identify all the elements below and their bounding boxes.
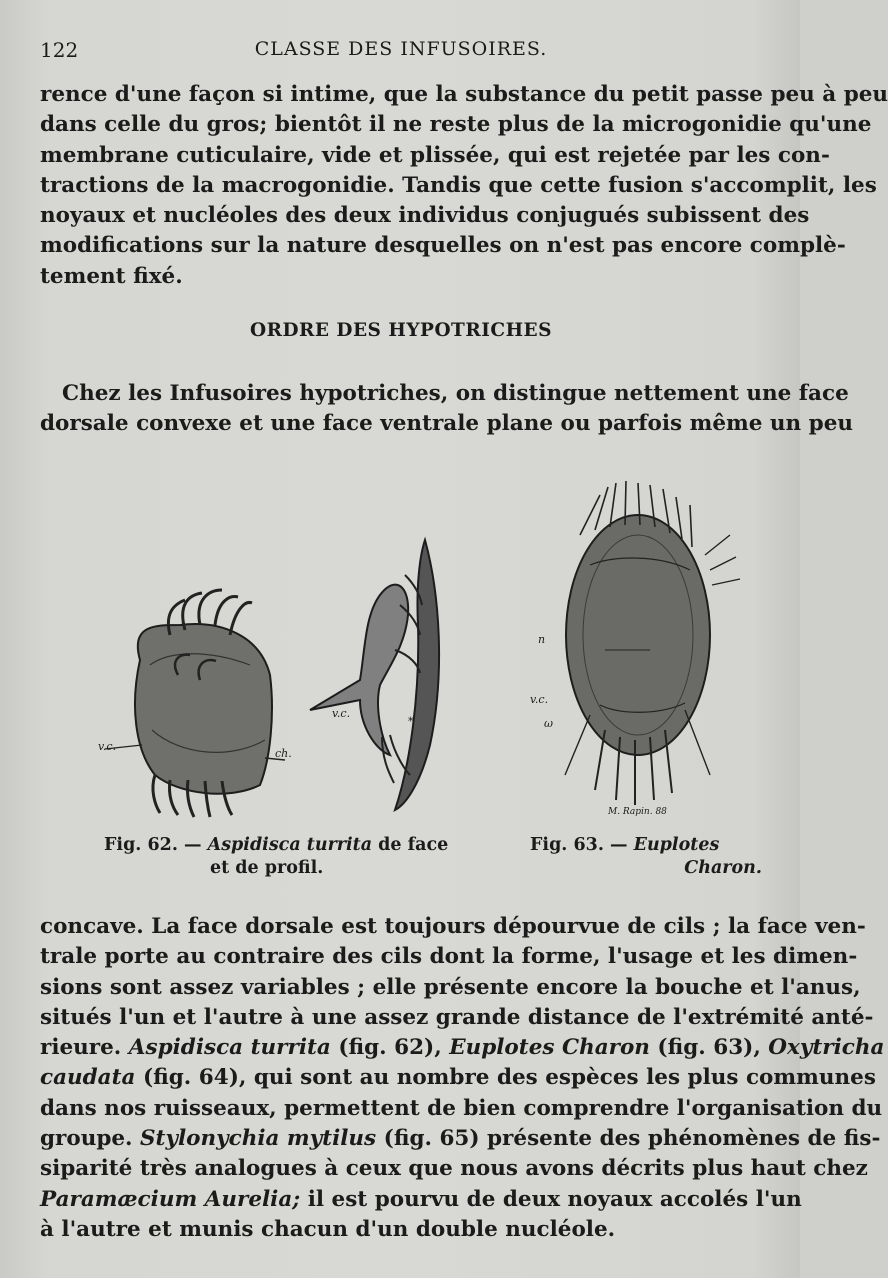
fig63-label-vc: v.c.: [530, 693, 549, 706]
text-fragment: (fig. 62),: [330, 1035, 450, 1061]
paragraph-hypotriches-intro: [40, 379, 854, 440]
text-line: dorsale convexe et une face ventrale plane ou parfois même un peu: [40, 411, 854, 437]
text-line: siparité très analogues à ceux que nous avons décrits plus haut chez: [40, 1156, 868, 1182]
text-line: concave. La face dorsale est toujours dépourvue de cils ; la face ven-: [40, 914, 866, 939]
paragraph-hypotriches-details: [40, 912, 885, 1245]
caption-fig63-number: Fig. 63. —: [530, 835, 634, 855]
text-line: dans celle du gros; bientôt il ne reste plus de la microgonidie qu'une: [40, 112, 872, 138]
engraving-svg: [60, 475, 760, 835]
text-line: membrane cuticulaire, vide et plissée, qui est rejetée par les con-: [40, 142, 830, 168]
caption-fig63: [530, 834, 770, 880]
text-line: noyaux et nucléoles des deux individus conjugués subissent des: [40, 203, 810, 229]
engraver-signature: M. Rapin. 88: [608, 807, 667, 817]
text-line: Chez les Infusoires hypotriches, on distingue nettement une face: [62, 381, 849, 406]
text-line: tement fixé.: [40, 263, 183, 289]
fig63-label-n: n: [538, 633, 546, 646]
caption-fig63-line2: Charon.: [684, 858, 762, 878]
text-line: [40, 1185, 802, 1215]
text-line: [40, 1033, 885, 1063]
fig62-label-star: *: [408, 715, 414, 728]
running-header: [40, 38, 762, 64]
section-heading: ORDRE DES HYPOTRICHES: [249, 320, 553, 341]
text-line: dans nos ruisseaux, permettent de bien comprendre l'organisation du: [40, 1095, 883, 1121]
species-name: caudata: [40, 1065, 136, 1091]
species-name: Stylonychia mytilus: [140, 1126, 377, 1152]
fig62-label-vc: v.c.: [98, 740, 117, 753]
page-number: 122: [40, 38, 79, 62]
fig62-label-vc-profile: v.c.: [332, 707, 351, 720]
text-line: rence d'une façon si intime, que la substance du petit passe peu à peu: [40, 82, 888, 107]
text-line: [40, 1124, 881, 1154]
text-fragment: il est pourvu de deux noyaux accolés l'un: [300, 1186, 802, 1212]
aspidisca-profile-drawing: [310, 540, 439, 810]
euplotes-drawing: [565, 481, 740, 805]
paragraph-conjugation: [40, 80, 888, 292]
running-title: CLASSE DES INFUSOIRES.: [254, 38, 548, 60]
caption-fig62-species: Aspidisca turrita: [207, 835, 373, 855]
fig62-label-ch: ch.: [275, 747, 292, 760]
text-fragment: (fig. 65) présente des phénomènes de fis-: [376, 1126, 881, 1152]
species-name: Euplotes Charon: [449, 1035, 650, 1061]
text-line: trale porte au contraire des cils dont la forme, l'usage et les dimen-: [40, 944, 858, 970]
fig63-label-omega: ω: [544, 717, 553, 730]
species-name: Paramæcium Aurelia;: [40, 1186, 301, 1212]
caption-fig62-line2: et de profil.: [210, 858, 324, 878]
caption-fig63-species: Euplotes: [633, 835, 720, 855]
species-name: Aspidisca turrita: [128, 1035, 331, 1061]
text-line: situés l'un et l'autre à une assez grande distance de l'extrémité anté-: [40, 1004, 874, 1030]
caption-fig62: [104, 834, 464, 880]
text-line: [40, 1063, 876, 1093]
text-line: tractions de la macrogonidie. Tandis que cette fusion s'accomplit, les: [40, 172, 877, 198]
text-fragment: rieure.: [40, 1035, 129, 1061]
caption-fig62-view: de face: [372, 835, 449, 855]
figure-illustrations: [60, 475, 760, 835]
text-line: à l'autre et munis chacun d'un double nucléole.: [40, 1216, 616, 1242]
text-fragment: (fig. 64), qui sont au nombre des espèces les plus communes: [135, 1065, 876, 1091]
caption-fig62-number: Fig. 62. —: [104, 835, 208, 855]
text-fragment: (fig. 63),: [649, 1035, 769, 1061]
text-fragment: groupe.: [40, 1126, 141, 1152]
species-name: Oxytricha: [768, 1035, 885, 1061]
text-line: sions sont assez variables ; elle présente encore la bouche et l'anus,: [40, 974, 861, 1000]
aspidisca-front-drawing: [105, 590, 285, 817]
text-line: modifications sur la nature desquelles on n'est pas encore complè-: [40, 233, 846, 259]
